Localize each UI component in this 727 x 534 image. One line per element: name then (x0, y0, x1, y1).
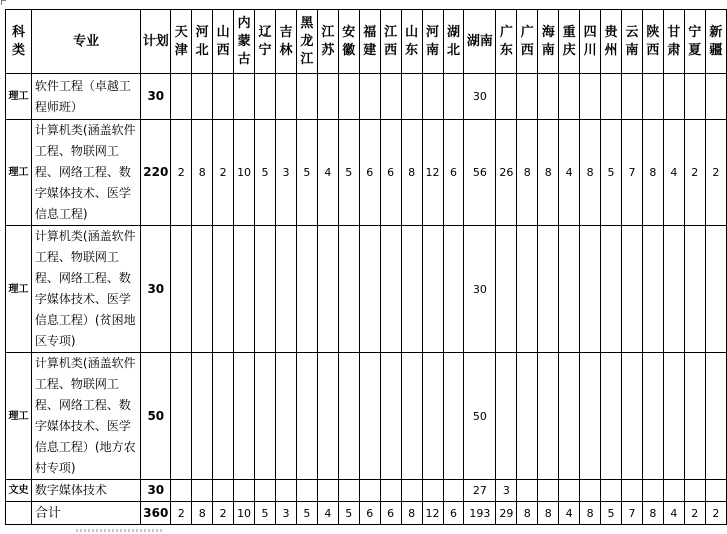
row-province-value (580, 74, 601, 120)
row-province-value (705, 353, 726, 480)
header-province: 辽宁 (255, 10, 276, 74)
row-province-value: 10 (234, 120, 255, 226)
row-province-value (580, 226, 601, 353)
row-province-value (684, 226, 705, 353)
total-province-value: 8 (192, 502, 213, 525)
table-row (6, 74, 727, 120)
total-province-value: 6 (359, 502, 380, 525)
row-province-value (705, 226, 726, 353)
header-province: 海南 (538, 10, 559, 74)
row-province-value (296, 226, 317, 353)
header-province: 湖北 (443, 10, 464, 74)
header-province: 广东 (496, 10, 517, 74)
row-province-value (192, 226, 213, 353)
row-province-value: 2 (171, 120, 192, 226)
row-province-value (255, 353, 276, 480)
header-category: 科类 (6, 10, 32, 74)
row-province-value: 5 (255, 120, 276, 226)
row-province-value (642, 74, 663, 120)
row-province-value (663, 74, 684, 120)
row-plan: 30 (141, 480, 171, 502)
row-province-value: 4 (317, 120, 338, 226)
row-province-value (622, 353, 643, 480)
spellcheck-underline (76, 529, 164, 532)
total-province-value: 193 (464, 502, 496, 525)
row-province-value (380, 353, 401, 480)
row-category: 理工 (6, 74, 32, 120)
row-province-value (234, 226, 255, 353)
row-province-value: 3 (275, 120, 296, 226)
header-province: 安徽 (338, 10, 359, 74)
row-province-value (601, 226, 622, 353)
row-province-value (559, 226, 580, 353)
row-province-value (401, 353, 422, 480)
row-plan: 30 (141, 74, 171, 120)
row-plan: 50 (141, 353, 171, 480)
row-province-value (684, 480, 705, 502)
total-province-value: 12 (422, 502, 443, 525)
row-category: 理工 (6, 226, 32, 353)
row-province-value: 30 (464, 226, 496, 353)
row-province-value (663, 353, 684, 480)
row-province-value (538, 226, 559, 353)
row-province-value (642, 480, 663, 502)
header-province: 山西 (213, 10, 234, 74)
row-province-value (538, 74, 559, 120)
header-province: 福建 (359, 10, 380, 74)
row-province-value: 26 (496, 120, 517, 226)
row-province-value (317, 226, 338, 353)
row-province-value (338, 353, 359, 480)
total-label: 合计 (31, 502, 140, 525)
table-row (6, 226, 727, 353)
row-province-value (338, 74, 359, 120)
row-province-value (684, 353, 705, 480)
row-province-value: 8 (192, 120, 213, 226)
row-major: 计算机类(涵盖软件工程、物联网工程、网络工程、数字媒体技术、医学信息工程）(贫困地区专项) (31, 226, 140, 353)
row-major: 计算机类(涵盖软件工程、物联网工程、网络工程、数字媒体技术、医学信息工程) (31, 120, 140, 226)
row-category: 理工 (6, 353, 32, 480)
total-plan: 360 (141, 502, 171, 525)
row-province-value (359, 74, 380, 120)
row-province-value (171, 74, 192, 120)
row-province-value (213, 226, 234, 353)
row-province-value (213, 353, 234, 480)
row-province-value (422, 74, 443, 120)
row-province-value (171, 226, 192, 353)
total-province-value: 2 (684, 502, 705, 525)
total-province-value: 2 (213, 502, 234, 525)
row-plan: 30 (141, 226, 171, 353)
row-province-value (401, 480, 422, 502)
header-province: 河北 (192, 10, 213, 74)
row-province-value (559, 480, 580, 502)
total-province-value: 8 (401, 502, 422, 525)
row-province-value (559, 74, 580, 120)
row-province-value (380, 480, 401, 502)
table-row (6, 120, 727, 226)
row-province-value (317, 480, 338, 502)
row-province-value (443, 480, 464, 502)
corner-mark (1, 0, 6, 5)
header-province: 贵州 (601, 10, 622, 74)
header-province: 重庆 (559, 10, 580, 74)
row-province-value (422, 226, 443, 353)
row-province-value (275, 353, 296, 480)
row-province-value (401, 226, 422, 353)
total-province-value: 4 (317, 502, 338, 525)
table-row (6, 353, 727, 480)
row-province-value: 2 (213, 120, 234, 226)
total-province-value: 10 (234, 502, 255, 525)
row-province-value: 2 (705, 120, 726, 226)
row-province-value (559, 353, 580, 480)
total-province-value: 6 (443, 502, 464, 525)
row-province-value (359, 353, 380, 480)
row-province-value (401, 74, 422, 120)
total-row (6, 502, 727, 525)
row-province-value (601, 74, 622, 120)
header-province: 宁夏 (684, 10, 705, 74)
header-province: 甘肃 (663, 10, 684, 74)
row-province-value (538, 353, 559, 480)
header-province: 天津 (171, 10, 192, 74)
row-province-value (275, 480, 296, 502)
row-province-value: 5 (296, 120, 317, 226)
row-province-value (192, 353, 213, 480)
row-province-value (705, 74, 726, 120)
row-province-value (422, 480, 443, 502)
row-province-value (296, 74, 317, 120)
row-province-value (338, 480, 359, 502)
header-province: 新疆 (705, 10, 726, 74)
row-province-value: 8 (642, 120, 663, 226)
total-province-value: 5 (338, 502, 359, 525)
row-province-value (317, 353, 338, 480)
row-province-value (642, 353, 663, 480)
total-province-value: 5 (601, 502, 622, 525)
row-province-value (496, 74, 517, 120)
row-province-value (622, 480, 643, 502)
row-province-value (443, 74, 464, 120)
row-province-value (601, 480, 622, 502)
header-province: 湖南 (464, 10, 496, 74)
row-province-value: 8 (580, 120, 601, 226)
row-province-value: 8 (517, 120, 538, 226)
row-province-value: 8 (401, 120, 422, 226)
total-province-value: 8 (580, 502, 601, 525)
header-plan: 计划 (141, 10, 171, 74)
header-province: 陕西 (642, 10, 663, 74)
total-province-value: 3 (275, 502, 296, 525)
row-province-value (192, 74, 213, 120)
row-province-value (296, 480, 317, 502)
header-province: 江苏 (317, 10, 338, 74)
row-province-value (234, 480, 255, 502)
row-province-value (359, 480, 380, 502)
total-province-value: 8 (517, 502, 538, 525)
header-province: 江西 (380, 10, 401, 74)
header-province: 河南 (422, 10, 443, 74)
row-province-value (443, 226, 464, 353)
row-province-value (642, 226, 663, 353)
row-province-value: 12 (422, 120, 443, 226)
total-province-value: 4 (663, 502, 684, 525)
row-province-value (234, 74, 255, 120)
total-province-value: 4 (559, 502, 580, 525)
row-province-value (422, 353, 443, 480)
row-province-value: 6 (359, 120, 380, 226)
row-province-value (338, 226, 359, 353)
header-major: 专业 (31, 10, 140, 74)
row-province-value (171, 480, 192, 502)
row-province-value (663, 226, 684, 353)
row-province-value (213, 74, 234, 120)
row-province-value (380, 74, 401, 120)
total-province-value: 6 (380, 502, 401, 525)
total-province-value: 7 (622, 502, 643, 525)
header-province: 吉林 (275, 10, 296, 74)
row-province-value (622, 74, 643, 120)
row-major: 计算机类(涵盖软件工程、物联网工程、网络工程、数字媒体技术、医学信息工程）(地方农村专项) (31, 353, 140, 480)
row-province-value (580, 480, 601, 502)
total-province-value: 8 (642, 502, 663, 525)
row-province-value: 56 (464, 120, 496, 226)
header-row (6, 10, 727, 74)
row-province-value (663, 480, 684, 502)
row-province-value (359, 226, 380, 353)
row-province-value (296, 353, 317, 480)
row-province-value (684, 74, 705, 120)
row-province-value: 2 (684, 120, 705, 226)
row-province-value (517, 74, 538, 120)
row-province-value (171, 353, 192, 480)
row-province-value: 27 (464, 480, 496, 502)
row-major: 数字媒体技术 (31, 480, 140, 502)
row-category: 理工 (6, 120, 32, 226)
row-province-value: 7 (622, 120, 643, 226)
enrollment-plan-table (5, 9, 727, 525)
total-province-value: 5 (296, 502, 317, 525)
total-province-value: 2 (705, 502, 726, 525)
row-province-value (443, 353, 464, 480)
header-province: 广西 (517, 10, 538, 74)
row-province-value: 5 (601, 120, 622, 226)
table-row (6, 480, 727, 502)
row-province-value (213, 480, 234, 502)
row-province-value: 5 (338, 120, 359, 226)
row-province-value (255, 74, 276, 120)
row-province-value (601, 353, 622, 480)
total-province-value: 8 (538, 502, 559, 525)
row-province-value: 4 (559, 120, 580, 226)
row-province-value (255, 480, 276, 502)
row-province-value (517, 353, 538, 480)
total-province-value: 5 (255, 502, 276, 525)
row-province-value (622, 226, 643, 353)
header-province: 云南 (622, 10, 643, 74)
row-province-value (496, 226, 517, 353)
row-province-value (317, 74, 338, 120)
row-province-value: 8 (538, 120, 559, 226)
row-province-value: 3 (496, 480, 517, 502)
row-province-value (517, 226, 538, 353)
row-province-value (705, 480, 726, 502)
row-province-value (580, 353, 601, 480)
row-plan: 220 (141, 120, 171, 226)
header-province: 山东 (401, 10, 422, 74)
header-province: 四川 (580, 10, 601, 74)
total-province-value: 2 (171, 502, 192, 525)
row-province-value (380, 226, 401, 353)
total-province-value: 29 (496, 502, 517, 525)
row-province-value (275, 226, 296, 353)
row-province-value (275, 74, 296, 120)
row-major: 软件工程（卓越工程师班） (31, 74, 140, 120)
row-province-value (517, 480, 538, 502)
row-province-value: 50 (464, 353, 496, 480)
row-province-value: 6 (443, 120, 464, 226)
row-province-value: 4 (663, 120, 684, 226)
row-province-value: 30 (464, 74, 496, 120)
row-province-value (255, 226, 276, 353)
row-province-value: 6 (380, 120, 401, 226)
row-category: 文史 (6, 480, 32, 502)
row-province-value (192, 480, 213, 502)
row-province-value (496, 353, 517, 480)
header-province: 黑龙江 (296, 10, 317, 74)
row-province-value (234, 353, 255, 480)
row-province-value (538, 480, 559, 502)
total-empty-cell (6, 502, 32, 525)
header-province: 内蒙古 (234, 10, 255, 74)
